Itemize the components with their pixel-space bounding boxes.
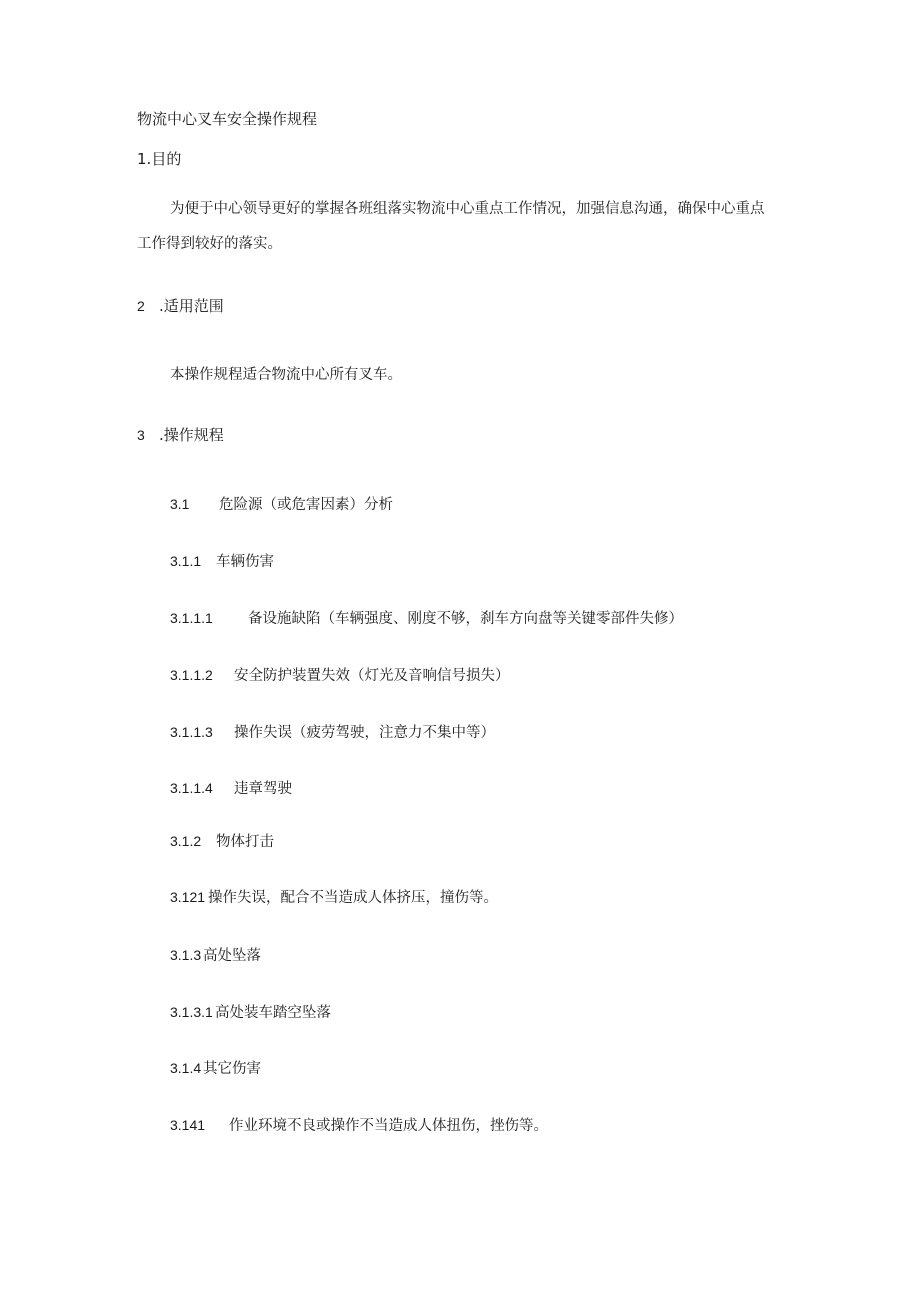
item-number: 3.1.1.1 xyxy=(170,610,213,626)
item-3-1-1-3 xyxy=(170,722,495,743)
document-title: 物流中心叉车安全操作规程 xyxy=(137,110,318,128)
item-text: 高处坠落 xyxy=(203,948,261,964)
item-number: 3.1.1.4 xyxy=(170,780,213,796)
item-3-1-2-1 xyxy=(170,887,498,908)
section-label: .操作规程 xyxy=(159,426,224,444)
item-number: 3.1.3.1 xyxy=(170,1004,213,1020)
item-text: 操作失误（疲劳驾驶，注意力不集中等） xyxy=(234,725,495,741)
item-text: 危险源（或危害因素）分析 xyxy=(219,497,393,513)
item-3-1-4 xyxy=(170,1058,261,1079)
item-3-1-3-1 xyxy=(170,1002,331,1023)
item-number: 3.1.4 xyxy=(170,1060,202,1076)
item-text: 其它伤害 xyxy=(203,1061,261,1077)
item-text: 物体打击 xyxy=(216,834,274,850)
paragraph-purpose-line-2: 工作得到较好的落实。 xyxy=(137,236,282,252)
item-3-1-2 xyxy=(170,831,274,852)
section-number: 1. xyxy=(137,150,152,168)
item-number: 3.1.1 xyxy=(170,553,202,569)
paragraph-purpose-line-1: 为便于中心领导更好的掌握各班组落实物流中心重点工作情况，加强信息沟通，确保中心重点 xyxy=(170,201,765,217)
item-3-1-1-2 xyxy=(170,665,510,686)
section-1-heading xyxy=(137,149,181,169)
item-text: 违章驾驶 xyxy=(234,781,292,797)
item-number: 3.1.1.2 xyxy=(170,667,213,683)
item-3-1-1-4 xyxy=(170,778,292,799)
item-text: 备设施缺陷（车辆强度、刚度不够，刹车方向盘等关键零部件失修） xyxy=(248,611,683,627)
item-number: 3.1.1.3 xyxy=(170,724,213,740)
item-3-1-1 xyxy=(170,551,274,572)
item-3-1-4-1 xyxy=(170,1115,548,1136)
section-2-heading xyxy=(137,296,224,316)
item-number: 3.1 xyxy=(170,496,190,512)
section-number: 2 xyxy=(137,298,145,314)
item-3-1-3 xyxy=(170,945,261,966)
item-3-1-1-1 xyxy=(170,608,683,629)
item-number: 3.1.3 xyxy=(170,947,202,963)
item-text: 车辆伤害 xyxy=(216,554,274,570)
section-number: 3 xyxy=(137,427,145,443)
section-3-heading xyxy=(137,425,224,445)
paragraph-scope: 本操作规程适合物流中心所有叉车。 xyxy=(170,367,402,383)
item-text: 作业环境不良或操作不当造成人体扭伤，挫伤等。 xyxy=(229,1118,548,1134)
section-label: 目的 xyxy=(151,150,182,168)
section-label: .适用范围 xyxy=(159,297,224,315)
item-number: 3.121 xyxy=(170,889,206,905)
item-text: 安全防护装置失效（灯光及音响信号损失） xyxy=(234,668,510,684)
item-text: 高处装车踏空坠落 xyxy=(215,1005,331,1021)
item-text: 操作失误，配合不当造成人体挤压，撞伤等。 xyxy=(208,890,498,906)
item-number: 3.1.2 xyxy=(170,833,202,849)
item-3-1 xyxy=(170,494,393,515)
item-number: 3.141 xyxy=(170,1117,206,1133)
